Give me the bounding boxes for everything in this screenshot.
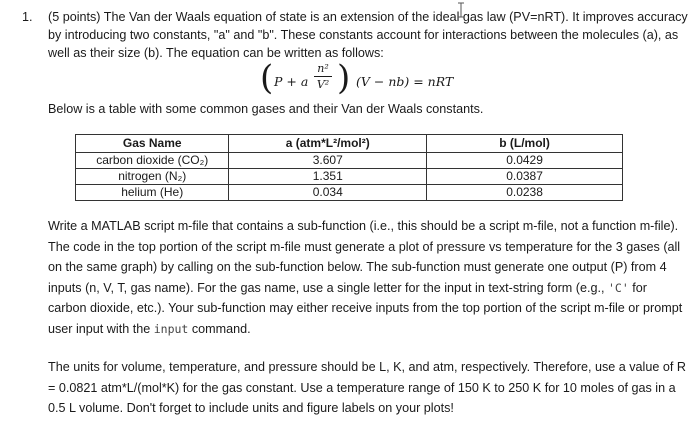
instructions-part3: command. <box>191 321 251 336</box>
cell-a: 3.607 <box>229 153 427 169</box>
cell-a: 0.034 <box>229 185 427 201</box>
equation-rhs: (V − nb) = nRT <box>356 74 454 89</box>
gas-constants-table <box>75 134 623 201</box>
header-a: a (atm*L²/mol²) <box>229 135 427 153</box>
intro-paragraph: (5 points) The Van der Waals equation of state is an extension of the ideal gas law (PV=nRT). It improves accuracy by introducing two constants, "a" and "b". These constants account for interactions between the molecules (a), as well as their size (b). The equation can be written as follows: <box>48 10 688 60</box>
cell-gas-name: helium (He) <box>76 185 229 201</box>
example-code: 'C' <box>608 280 629 295</box>
question-number: 1. <box>22 10 33 24</box>
table-header-row <box>76 135 623 153</box>
cell-b: 0.0238 <box>427 185 623 201</box>
header-gas-name: Gas Name <box>76 135 229 153</box>
text-cursor-icon <box>457 2 465 18</box>
fraction-denominator: V² <box>316 78 330 91</box>
cell-a: 1.351 <box>229 169 427 185</box>
equation-fraction <box>314 62 332 91</box>
header-b: b (L/mol) <box>427 135 623 153</box>
table-intro: Below is a table with some common gases and their Van der Waals constants. <box>48 102 484 116</box>
input-code: input <box>153 321 189 336</box>
table-row <box>76 185 623 201</box>
cell-gas-name: nitrogen (N₂) <box>76 169 229 185</box>
cell-b: 0.0429 <box>427 153 623 169</box>
van-der-waals-equation <box>260 58 460 100</box>
cell-gas-name: carbon dioxide (CO₂) <box>76 153 229 169</box>
left-paren: ( <box>260 58 274 98</box>
table-row <box>76 169 623 185</box>
instructions-paragraph <box>48 216 688 339</box>
instructions-part2: for carbon dioxide, etc.). Your sub-function may either receive inputs from the top portion of the script m-file or prompt user input with the <box>48 280 683 336</box>
cell-b: 0.0387 <box>427 169 623 185</box>
units-paragraph: The units for volume, temperature, and pressure should be L, K, and atm, respectively. Therefore, use a value of R = 0.0821 atm*L/(mol*K) for the gas constant. Use a temperature range of 150 K to 250 K for 10 moles of gas in a 0.5 L volume. Don't forget to include units and figure labels on your plots! <box>48 360 686 415</box>
instructions-part1: Write a MATLAB script m-file that contains a sub-function (i.e., this should be a script m-file, not a function m-file). The code in the top portion of the script m-file must generate a plot of pressure vs temperature for the 3 gases (all on the same graph) by calling on the sub-function below. The sub-function must generate one output (P) from 4 inputs (n, V, T, gas name). For the gas name, use a single letter for the input in text-string form (e.g., <box>48 219 681 295</box>
equation-lhs: P + a <box>274 74 309 89</box>
fraction-numerator: n² <box>317 62 329 75</box>
right-paren: ) <box>337 58 351 98</box>
table-row <box>76 153 623 169</box>
